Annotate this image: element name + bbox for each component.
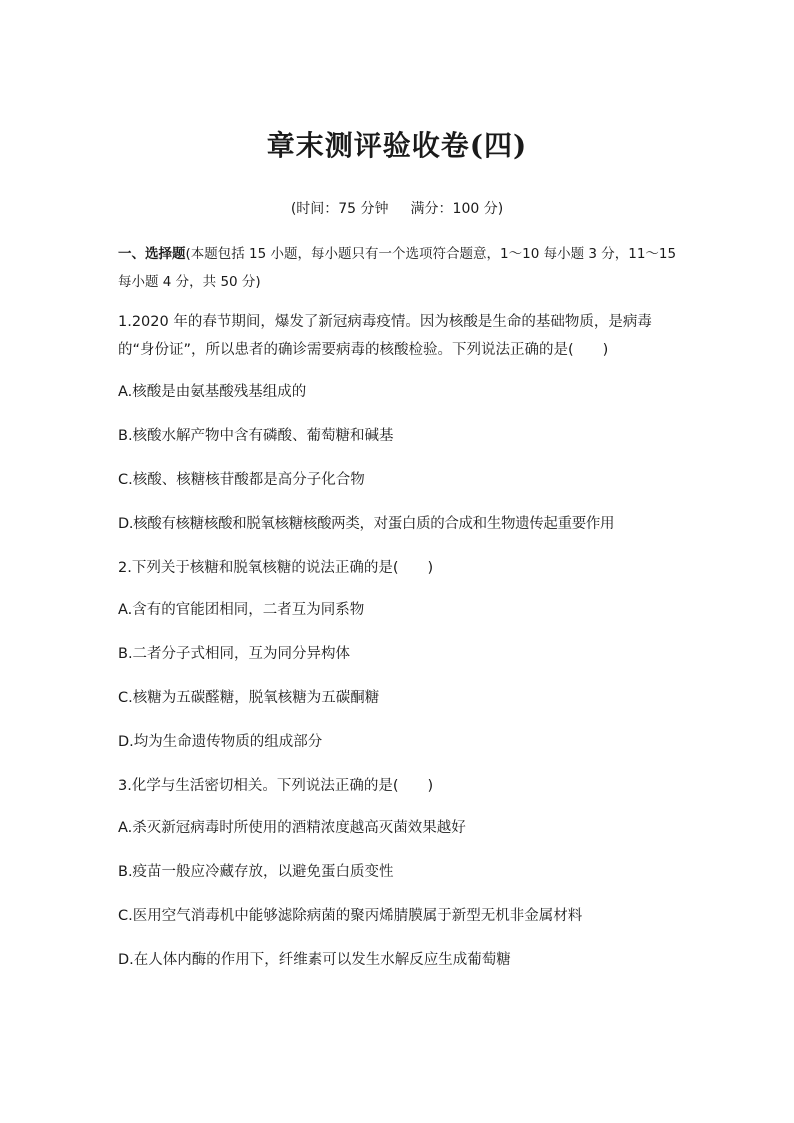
section-description: (本题包括 15 小题，每小题只有一个选项符合题意，1～10 每小题 3 分，11～15 每小题 4 分，共 50 分) — [118, 246, 677, 290]
exam-score: 满分：100 分) — [410, 201, 504, 217]
exam-content — [118, 240, 678, 990]
question-1-option-c: C.核酸、核糖核苷酸都是高分子化合物 — [118, 472, 365, 488]
page-title: 章末测评验收卷(四) — [266, 129, 528, 162]
question-3-option-a: A.杀灭新冠病毒时所使用的酒精浓度越高灭菌效果越好 — [118, 820, 466, 836]
question-3-option-b: B.疫苗一般应冷藏存放，以避免蛋白质变性 — [118, 864, 394, 880]
section-heading — [118, 240, 678, 296]
question-2-option-a: A.含有的官能团相同，二者互为同系物 — [118, 602, 365, 618]
section-label: 一、选择题 — [118, 246, 186, 262]
question-1-option-a: A.核酸是由氨基酸残基组成的 — [118, 384, 307, 400]
question-2-option-d: D.均为生命遗传物质的组成部分 — [118, 734, 323, 750]
question-stem-1: 1.2020 年的春节期间，爆发了新冠病毒疫情。因为核酸是生命的基础物质，是病毒的“身份证”，所以患者的确诊需要病毒的核酸检验。下列说法正确的是( ) — [118, 314, 652, 358]
question-stem-3: 3.化学与生活密切相关。下列说法正确的是( ) — [118, 778, 434, 794]
question-stem-2: 2.下列关于核糖和脱氧核糖的说法正确的是( ) — [118, 560, 434, 576]
question-1-option-d: D.核酸有核糖核酸和脱氧核糖核酸两类，对蛋白质的合成和生物遗传起重要作用 — [118, 516, 615, 532]
question-3-option-c: C.医用空气消毒机中能够滤除病菌的聚丙烯腈膜属于新型无机非金属材料 — [118, 908, 583, 924]
exam-time: (时间：75 分钟 — [290, 201, 389, 217]
question-1-option-b: B.核酸水解产物中含有磷酸、葡萄糖和碱基 — [118, 428, 394, 444]
question-2-option-c: C.核糖为五碳醛糖，脱氧核糖为五碳酮糖 — [118, 690, 380, 706]
question-2-option-b: B.二者分子式相同，互为同分异构体 — [118, 646, 351, 662]
question-3-option-d: D.在人体内酶的作用下，纤维素可以发生水解反应生成葡萄糖 — [118, 952, 511, 968]
exam-meta — [0, 198, 794, 218]
